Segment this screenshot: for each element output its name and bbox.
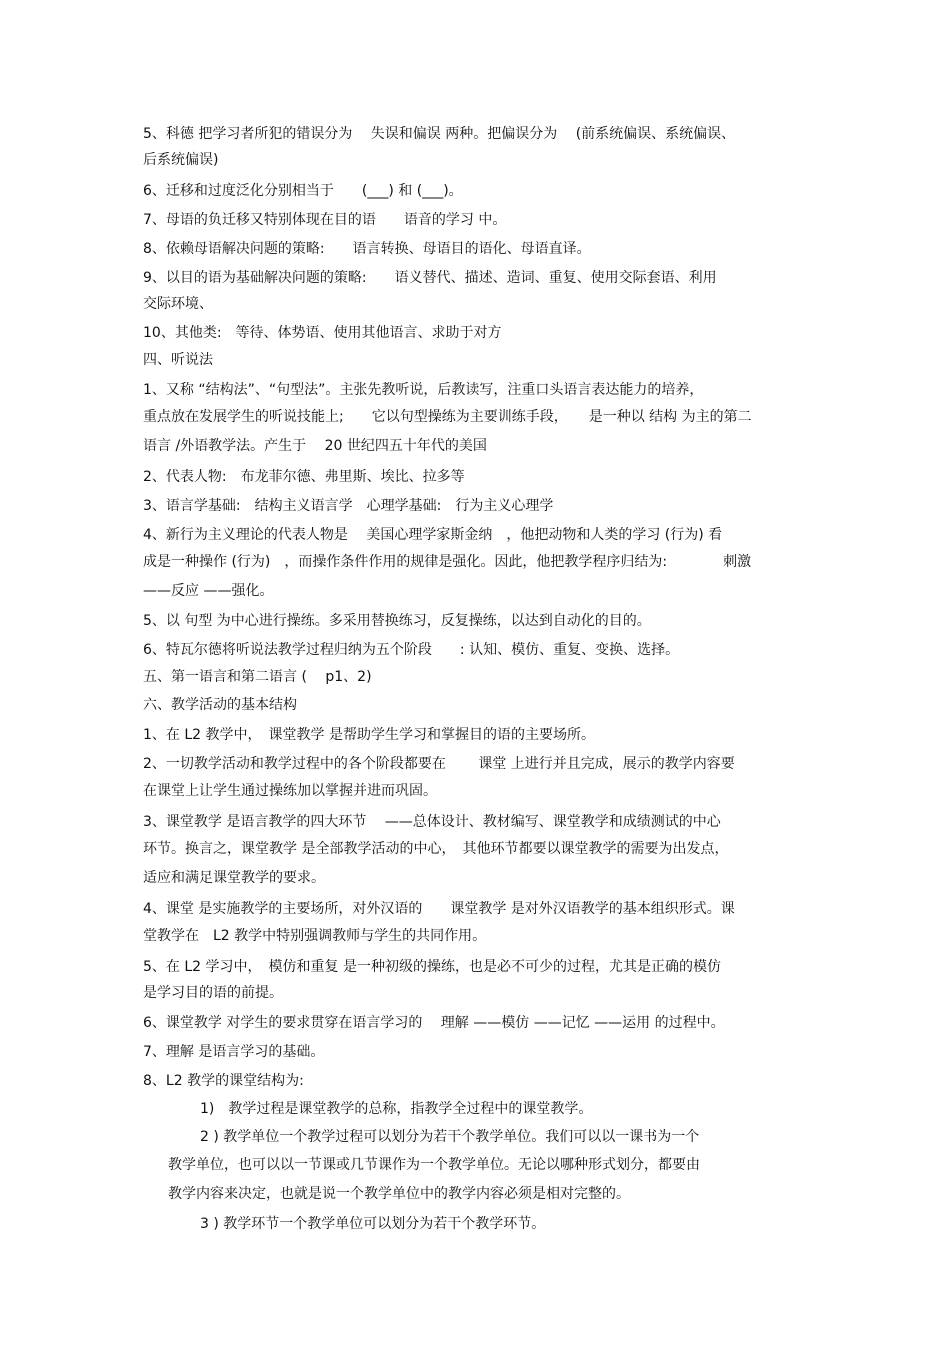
text-line: 5、在 L2 学习中， 模仿和重复 是一种初级的操练，也是必不可少的过程，尤其是正确的模仿 <box>143 959 721 975</box>
text-line: 6、特瓦尔德将听说法教学过程归纳为五个阶段 : 认知、模仿、重复、变换、选择。 <box>143 642 680 658</box>
section-heading: 四、听说法 <box>143 352 213 368</box>
text-line: 8、L2 教学的课堂结构为: <box>143 1073 304 1089</box>
text-line: 4、课堂 是实施教学的主要场所，对外汉语的 课堂教学 是对外汉语教学的基本组织形式。课 <box>143 901 735 917</box>
text-line: 6、课堂教学 对学生的要求贯穿在语言学习的 理解 ——模仿 ——记忆 ——运用 的过程中。 <box>143 1015 725 1031</box>
text-line: 堂教学在 L2 教学中特别强调教师与学生的共同作用。 <box>143 928 487 944</box>
text-line: 10、其他类: 等待、体势语、使用其他语言、求助于对方 <box>143 325 502 341</box>
text-line: 1) 教学过程是课堂教学的总称，指教学全过程中的课堂教学。 <box>200 1101 593 1117</box>
text-line: 2、一切教学活动和教学过程中的各个阶段都要在 课堂 上进行并且完成，展示的教学内容要 <box>143 756 735 772</box>
text-line: 1、在 L2 教学中， 课堂教学 是帮助学生学习和掌握目的语的主要场所。 <box>143 727 595 743</box>
text-line: 交际环境、 <box>143 296 213 312</box>
text-line: 语言 /外语教学法。产生于 20 世纪四五十年代的美国 <box>143 438 487 454</box>
text-line: 7、理解 是语言学习的基础。 <box>143 1044 325 1060</box>
text-line: 8、依赖母语解决问题的策略: 语言转换、母语目的语化、母语直译。 <box>143 241 591 257</box>
text-line: 9、以目的语为基础解决问题的策略: 语义替代、描述、造词、重复、使用交际套语、利用 <box>143 270 717 286</box>
text-line: 教学单位，也可以以一节课或几节课作为一个教学单位。无论以哪种形式划分，都要由 <box>168 1157 700 1173</box>
text-line: 4、新行为主义理论的代表人物是 美国心理学家斯金纳 ，他把动物和人类的学习 (行为) 看 <box>143 527 723 543</box>
text-line: 7、母语的负迁移又特别体现在目的语 语音的学习 中。 <box>143 212 507 228</box>
text-line: 2 ) 教学单位一个教学过程可以划分为若干个教学单位。我们可以以一课书为一个 <box>200 1129 700 1145</box>
text-line: 6、迁移和过度泛化分别相当于 (___) 和 (___)。 <box>143 183 463 199</box>
text-line: 3 ) 教学环节一个教学单位可以划分为若干个教学环节。 <box>200 1216 546 1232</box>
text-line: 环节。换言之，课堂教学 是全部教学活动的中心， 其他环节都要以课堂教学的需要为出发点， <box>143 841 729 857</box>
text-line: 1、又称 “结构法”、“句型法”。主张先教听说，后教读写，注重口头语言表达能力的培养， <box>143 382 704 398</box>
text-line: 3、课堂教学 是语言教学的四大环节 ——总体设计、教材编写、课堂教学和成绩测试的中心 <box>143 814 721 830</box>
text-line: ——反应 ——强化。 <box>143 583 274 599</box>
text-line: 3、语言学基础: 结构主义语言学 心理学基础: 行为主义心理学 <box>143 498 554 514</box>
text-line: 是学习目的语的前提。 <box>143 985 283 1001</box>
text-line: 成是一种操作 (行为) ，而操作条件作用的规律是强化。因此，他把教学程序归结为: 刺激 <box>143 554 752 570</box>
section-heading: 五、第一语言和第二语言 ( p1、2) <box>143 669 372 685</box>
text-line: 重点放在发展学生的听说技能上; 它以句型操练为主要训练手段， 是一种以 结构 为主的第二 <box>143 409 752 425</box>
text-line: 5、科德 把学习者所犯的错误分为 失误和偏误 两种。把偏误分为 (前系统偏误、系统偏误、 <box>143 126 736 142</box>
section-heading: 六、教学活动的基本结构 <box>143 697 297 713</box>
text-line: 5、以 句型 为中心进行操练。多采用替换练习，反复操练，以达到自动化的目的。 <box>143 613 651 629</box>
text-line: 后系统偏误) <box>143 152 219 168</box>
text-line: 适应和满足课堂教学的要求。 <box>143 870 325 886</box>
text-line: 在课堂上让学生通过操练加以掌握并进而巩固。 <box>143 783 437 799</box>
text-line: 2、代表人物: 布龙菲尔德、弗里斯、埃比、拉多等 <box>143 469 465 485</box>
text-line: 教学内容来决定，也就是说一个教学单位中的教学内容必须是相对完整的。 <box>168 1186 630 1202</box>
